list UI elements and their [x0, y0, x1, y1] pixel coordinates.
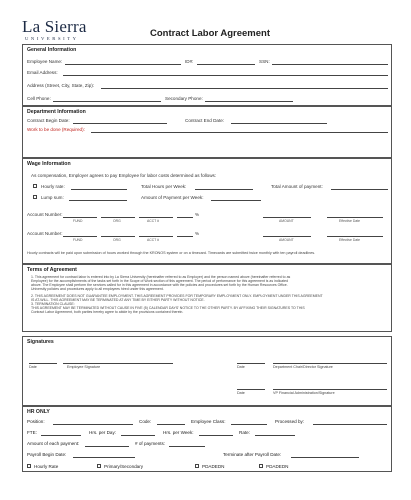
label-employee-signature: Employee Signature: [67, 365, 101, 369]
label-employee-name: Employee Name:: [27, 59, 63, 64]
label-option-primary-secondary: Primary/Secondary: [104, 464, 144, 469]
terms-of-agreement-section: [22, 264, 392, 332]
label-account-number-2: Account Number:: [27, 231, 63, 236]
account1-fund-field[interactable]: [63, 217, 97, 218]
label-ssn: SSN:: [259, 59, 270, 64]
ssn-field[interactable]: [272, 64, 388, 65]
label-rate: Rate:: [239, 430, 250, 435]
document-title: Contract Labor Agreement: [150, 28, 270, 39]
payroll-begin-date-field[interactable]: [73, 457, 135, 458]
employee-name-field[interactable]: [65, 64, 181, 65]
col-acct-1: ACCT #: [147, 219, 159, 223]
col-org-2: ORG: [113, 238, 121, 242]
section-title-department: Department Information: [27, 109, 86, 115]
pdadedn-2-checkbox[interactable]: [259, 464, 263, 468]
primary-secondary-checkbox[interactable]: [97, 464, 101, 468]
label-hourly-rate: Hourly rate:: [41, 184, 65, 189]
label-email: Email Address:: [27, 70, 58, 75]
label-code: Code:: [139, 419, 152, 424]
terms-line: 3. TERMINATION CLAUSE:: [31, 302, 75, 307]
cell-phone-field[interactable]: [53, 101, 161, 102]
lump-sum-checkbox[interactable]: [33, 195, 37, 199]
payment-per-week-field[interactable]: [211, 200, 261, 201]
label-contract-begin: Contract Begin Date:: [27, 118, 70, 123]
terms-line: Employee) for the accomplishments of the tasks set forth in the Scope of Work section of this agreement. The period of performance for this agreement is as indicated: [31, 279, 289, 284]
hourly-rate-checkbox[interactable]: [33, 184, 37, 188]
account1-pct-sign: %: [195, 212, 200, 217]
employee-class-field[interactable]: [231, 424, 267, 425]
terms-paragraph-2: [31, 294, 323, 314]
hrs-per-week-field[interactable]: [199, 435, 233, 436]
vp-sign-date-field[interactable]: [237, 389, 265, 390]
label-option-hourly-rate: Hourly Rate: [34, 464, 59, 469]
label-fte: FTE:: [27, 430, 37, 435]
col-effective-2: Effective Date: [339, 238, 361, 242]
label-date-1: Date: [29, 365, 37, 369]
code-field[interactable]: [157, 424, 185, 425]
pdadedn-checkbox[interactable]: [195, 464, 199, 468]
lump-sum-field[interactable]: [69, 200, 127, 201]
account2-effective-field[interactable]: [327, 236, 383, 237]
col-org-1: ORG: [113, 219, 121, 223]
terms-line: University policies and procedures apply to all employees hired under this agreement.: [31, 287, 164, 292]
section-title-hr: HR ONLY: [27, 409, 50, 415]
fte-field[interactable]: [41, 435, 81, 436]
account2-org-field[interactable]: [101, 236, 135, 237]
employee-sign-date-field[interactable]: [29, 363, 57, 364]
label-amount-each-payment: Amount of each payment:: [27, 441, 80, 446]
label-position: Position:: [27, 419, 45, 424]
section-title-terms: Terms of Agreement: [27, 267, 77, 273]
id-field[interactable]: [197, 64, 255, 65]
position-field[interactable]: [53, 424, 133, 425]
hourly-rate-field[interactable]: [71, 189, 127, 190]
total-hours-field[interactable]: [195, 189, 253, 190]
terminate-after-field[interactable]: [291, 457, 359, 458]
terms-line: Contract Labor Agreement, both parties hereby agree to abide by the provisions contained therein.: [31, 310, 184, 315]
label-date-3: Date: [237, 391, 245, 395]
logo-subtitle: UNIVERSITY: [25, 36, 79, 41]
col-amount-2: AMOUNT: [279, 238, 294, 242]
amount-each-payment-field[interactable]: [85, 446, 129, 447]
terms-line: 1. This agreement for contract labor is entered into by La Sierra University (hereinafter referred to as Employer) and the person named above (hereinafter referred to as: [31, 275, 291, 279]
label-contract-end: Contract End Date:: [185, 118, 225, 123]
label-cell-phone: Cell Phone:: [27, 96, 51, 101]
terms-line: above. The Employee shall perform the services called for in this agreement in accordance with the policies and procedures set forth by the Human Resources Office.: [31, 283, 288, 288]
account1-org-field[interactable]: [101, 217, 135, 218]
label-dept-chair-signature: Department Chair/Director Signature: [273, 365, 333, 369]
terms-paragraph-1: [31, 275, 290, 291]
label-account-number-1: Account Number:: [27, 212, 63, 217]
address-field[interactable]: [101, 88, 388, 89]
department-information-section: [22, 106, 392, 158]
vp-signature-field[interactable]: [273, 389, 387, 390]
section-title-general: General Information: [27, 47, 77, 53]
account1-effective-field[interactable]: [327, 217, 383, 218]
contract-begin-field[interactable]: [73, 123, 167, 124]
col-fund-2: FUND: [73, 238, 83, 242]
account1-amount-field[interactable]: [263, 217, 311, 218]
terms-line: IS AT-WILL. THIS AGREEMENT MAY BE TERMINATED AT ANY TIME BY EITHER PARTY WITHOUT NOTICE.: [31, 298, 205, 303]
account2-fund-field[interactable]: [63, 236, 97, 237]
section-title-wage: Wage Information: [27, 161, 71, 167]
hourly-rate-option-checkbox[interactable]: [27, 464, 31, 468]
logo-wordmark: La Sierra: [22, 17, 87, 36]
general-information-section: [22, 44, 392, 106]
col-amount-1: AMOUNT: [279, 219, 294, 223]
terms-line: 2. THIS AGREEMENT DOES NOT GUARANTEE EMPLOYMENT. THIS AGREEMENT PROVIDES FOR TEMPORARY EMPLOYMENT ONLY. EMPLOYMENT UNDER THIS AGREEMENT: [31, 294, 323, 298]
account2-amount-field[interactable]: [263, 236, 311, 237]
label-option-pdadedn: PDADEDN: [202, 464, 225, 469]
account2-acct-field[interactable]: [139, 236, 173, 237]
terms-line: THIS AGREEMENT MAY BE TERMINATED WITHOUT CAUSE IN FIVE (5) CALENDAR DAYS' NOTICE TO THE OTHER PARTY. BY AFFIXING THEIR SIGNATURES TO THIS: [31, 306, 305, 311]
hr-only-section: [22, 406, 392, 472]
label-hrs-per-week: Hrs. per Week:: [163, 430, 194, 435]
label-secondary-phone: Secondary Phone:: [165, 96, 203, 101]
account1-acct-field[interactable]: [139, 217, 173, 218]
label-number-of-payments: # of payments:: [135, 441, 166, 446]
rate-field[interactable]: [255, 435, 295, 436]
label-vp-financial-signature: VP Financial Administration/Signature: [273, 391, 335, 395]
label-payment-per-week: Amount of Payment per Week:: [141, 195, 204, 200]
contract-end-field[interactable]: [231, 123, 327, 124]
chair-sign-date-field[interactable]: [237, 363, 265, 364]
label-terminate-after: Terminate after Payroll Date:: [223, 452, 282, 457]
work-description-field[interactable]: [91, 132, 388, 133]
label-work-required: Work to be done (Required):: [27, 127, 85, 132]
wage-intro: As compensation, Employer agrees to pay Employee for labor costs determined as follows:: [31, 173, 217, 178]
label-lump-sum: Lump sum:: [41, 195, 64, 200]
label-payroll-begin-date: Payroll Begin Date:: [27, 452, 67, 457]
col-effective-1: Effective Date: [339, 219, 361, 223]
wage-information-section: [22, 158, 392, 264]
label-option-pdadedn-2: PDADEDN: [266, 464, 289, 469]
label-date-2: Date: [237, 365, 245, 369]
processed-by-field[interactable]: [313, 424, 387, 425]
university-logo: [22, 18, 87, 41]
chair-signature-field[interactable]: [273, 363, 387, 364]
number-of-payments-field[interactable]: [169, 446, 205, 447]
label-hrs-per-day: Hrs. per Day:: [89, 430, 117, 435]
col-acct-2: ACCT #: [147, 238, 159, 242]
account1-pct-field[interactable]: [177, 217, 193, 218]
col-fund-1: FUND: [73, 219, 83, 223]
label-total-amount: Total Amount of payment:: [271, 184, 323, 189]
section-title-signatures: Signatures: [27, 339, 54, 345]
secondary-phone-field[interactable]: [205, 101, 293, 102]
total-amount-field[interactable]: [331, 189, 388, 190]
hrs-per-day-field[interactable]: [121, 435, 155, 436]
wage-note: Hourly contracts will be paid upon submission of hours worked through the KRONOS system or on a timecard. Timecards are submitted twice monthly with ten payroll deadlines.: [27, 251, 316, 255]
label-id: ID#:: [185, 59, 194, 64]
label-total-hours: Total Hours per Week:: [141, 184, 187, 189]
label-address: Address (Street, City, State, Zip):: [27, 83, 95, 88]
email-field[interactable]: [63, 75, 388, 76]
account2-pct-field[interactable]: [177, 236, 193, 237]
account2-pct-sign: %: [195, 231, 200, 236]
label-processed-by: Processed by:: [275, 419, 305, 424]
label-employee-class: Employee Class:: [191, 419, 226, 424]
employee-signature-field[interactable]: [63, 363, 173, 364]
signatures-section: [22, 336, 392, 406]
